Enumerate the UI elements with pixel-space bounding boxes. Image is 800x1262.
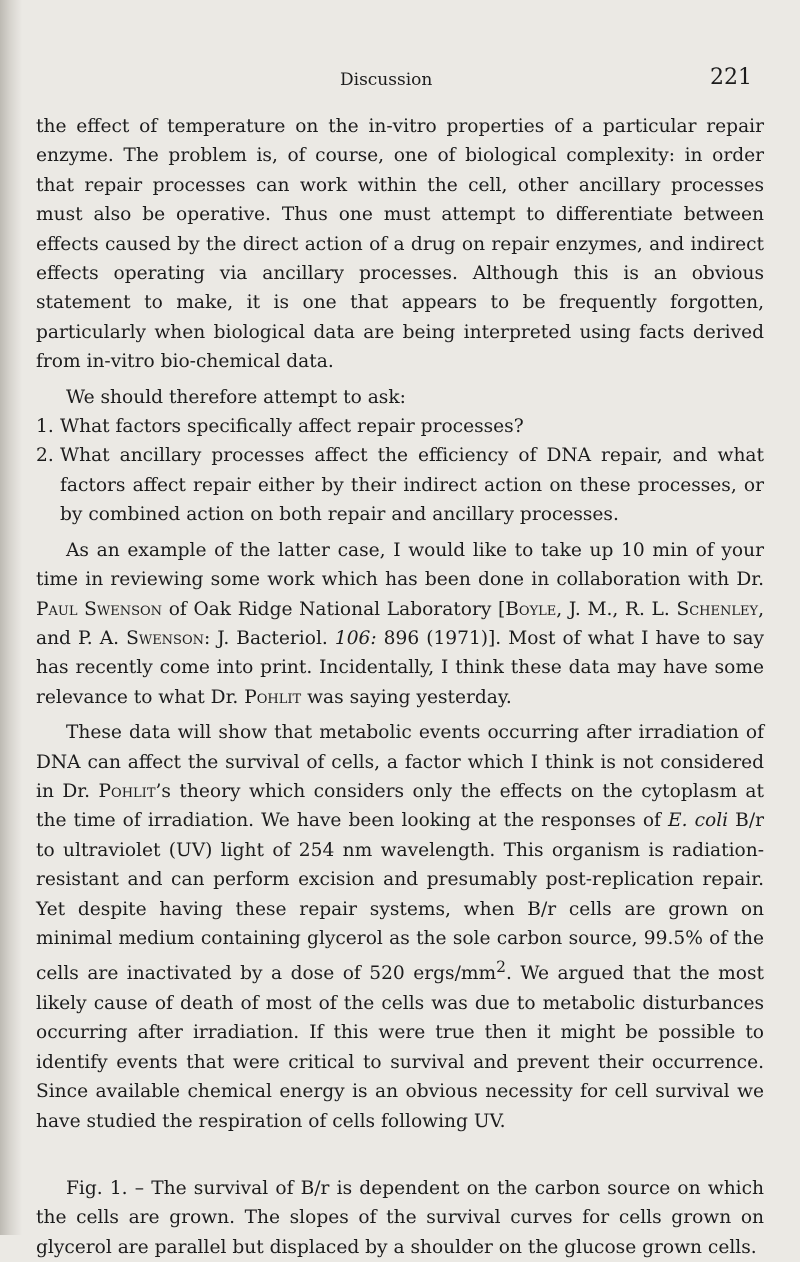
species-name: E. coli	[668, 810, 729, 832]
author-name: Swenson	[126, 627, 204, 649]
author-name: Paul Swenson	[36, 598, 163, 620]
text-run: was saying yesterday.	[301, 686, 512, 708]
page-binding-shadow	[0, 0, 22, 1235]
list-item-text: What factors specifically affect repair processes?	[60, 416, 524, 438]
author-name: Pohlit	[98, 780, 156, 802]
list-item-text: What ancillary processes affect the efficiency of DNA repair, and what factors affect repair either by their indirect action on these processes, or by combined action on both repair and ancillary processes.	[60, 445, 764, 526]
author-name: Pohlit	[244, 686, 302, 708]
text-run: , J. M., R. L.	[556, 598, 677, 620]
paragraph-2: We should therefore attempt to ask:	[66, 386, 406, 408]
text-run: . We argued that the most likely cause of death of most of the cells was due to metabolic disturbances occurring after irradiation. If this were true then it might be possible to identify events that were critical to survival and prevent their occurrence. Since available chemical energy is an obvious necessity for cell survival we have studied the respiration of cells following UV.	[36, 963, 764, 1132]
list-item	[36, 441, 764, 529]
text-run: As an example of the latter case, I would like to take up 10 min of your time in reviewing some work which has been done in collaboration with Dr.	[36, 539, 764, 591]
page-number: 221	[710, 65, 752, 90]
author-name: Schenley	[676, 598, 759, 620]
paragraph-1: the effect of temperature on the in-vitro properties of a particular repair enzyme. The problem is, of course, one of biological complexity: in order that repair processes can work within the cell, other ancillary processes must also be operative. Thus one must attempt to differentiate between effects caused by the direct action of a drug on repair enzymes, and indirect effects operating via ancillary processes. Although this is an obvious statement to make, it is one that appears to be frequently forgotten, particularly when biological data are being interpreted using facts derived from in-vitro bio-chemical data.	[36, 116, 764, 373]
text-run: ’s theory which considers only the effects on the cytoplasm at the time of irradiation. We have been looking at the responses of	[36, 780, 764, 832]
paragraph-4	[36, 718, 764, 1136]
text-run: of Oak Ridge National Laboratory [	[162, 598, 506, 620]
paragraph-3	[36, 536, 764, 712]
figure-caption: Fig. 1. – The survival of B/r is dependent on the carbon source on which the cells are grown. The slopes of the survival curves for cells grown on glycerol are parallel but displaced by a shoulder on the glucose grown cells.	[36, 1178, 764, 1258]
superscript: 2	[496, 958, 506, 977]
list-item-number: 2.	[36, 445, 54, 467]
text-run: B/r to ultraviolet (UV) light of 254 nm wavelength. This organism is radiation-resistant and can perform excision and presumably post-replication repair. Yet despite having these repair systems, when B/r cells are grown on minimal medium containing glycerol as the sole carbon source, 99.5% of the cells are inactivated by a dose of 520 ergs/mm	[36, 810, 764, 985]
page-body	[36, 112, 764, 1262]
author-name: Boyle	[505, 598, 557, 620]
page-header	[0, 65, 800, 94]
journal-volume: 106:	[334, 627, 377, 649]
running-head: Discussion	[340, 70, 433, 90]
text-run: , and P. A.	[36, 598, 764, 649]
list-item-number: 1.	[36, 416, 54, 438]
list-item	[36, 412, 764, 441]
text-run: : J. Bacteriol.	[204, 627, 335, 649]
text-run: These data will show that metabolic events occurring after irradiation of DNA can affect the survival of cells, a factor which I think is not considered in Dr.	[36, 722, 764, 802]
text-run: 896 (1971)]. Most of what I have to say has recently come into print. Incidentally, I think these data may have some relevance to what Dr.	[36, 627, 764, 708]
